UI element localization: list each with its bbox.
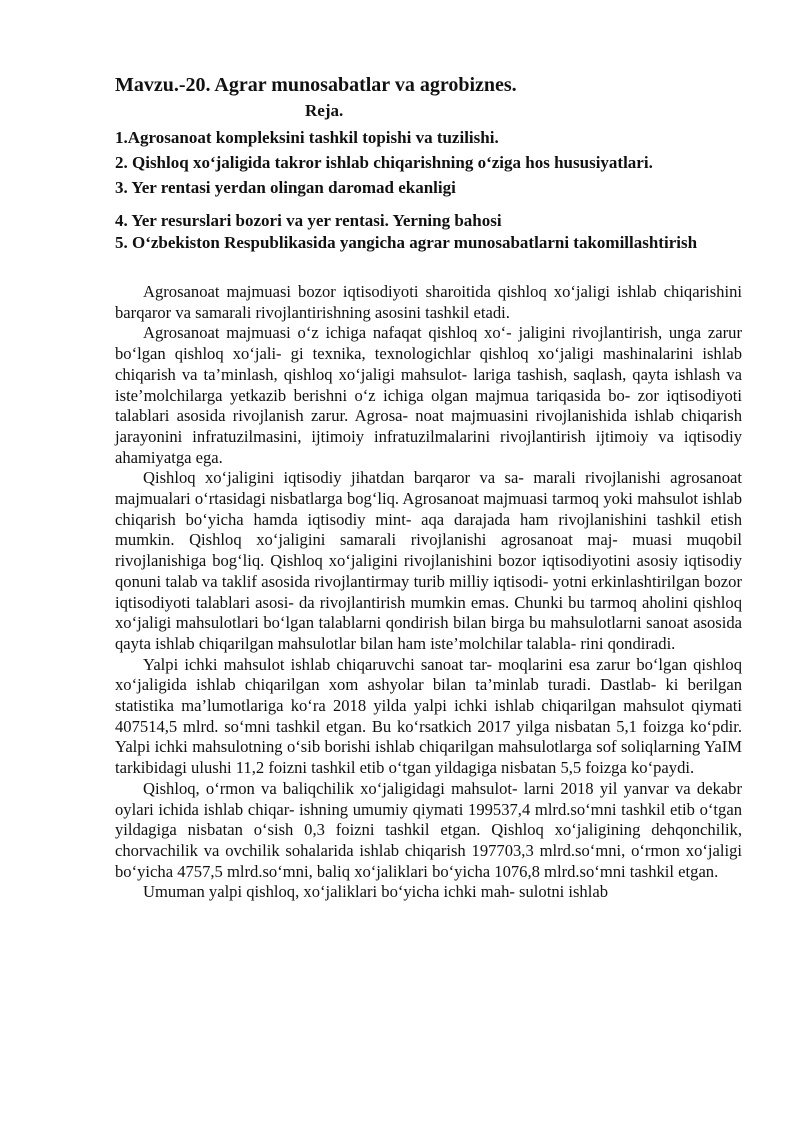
plan-heading: Reja. [305,101,344,120]
plan-item: 4. Yer resurslari bozori va yer rentasi. Yerning bahosi [115,211,502,230]
plan-item: 1.Agrosanoat kompleksini tashkil topishi va tuzilishi. [115,128,499,147]
paragraph: Qishloq xo‘jaligini iqtisodiy jihatdan barqaror va sa- marali rivojlanishi agrosanoat majmualari o‘rtasidagi nisbatlarga bog‘liq. Agrosanoat majmuasi tarmoq yoki mahsulot ishlab chiqarish bo‘yicha hamda iqtisodiy mint- aqa darajada ham rivojlanishini tashkil etish mumkin. Qishloq xo‘jaligini samarali rivojlanishi agrosanoat maj- muasi muqobil rivojlanishiga bog‘liq. Qishloq xo‘jaligini rivojlanishini bozor iqtisodiyotini asosiy iqtisodiy qonuni talab va taklif asosida rivojlantirmay turib milliy iqtisodi- yotni erkinlashtirilgan bozor iqtisodiyoti talablari asosi- da rivojlantirish mumkin emas. Chunki bu tarmoq aholini qishloq xo‘jaligi mahsulotlari bo‘lgan talablarni qondirish bilan birga bu mahsulotlarni sanoat asosida qayta ishlab chiqarilgan mahsulotlar bilan ham iste’molchilar talabla- rini qondiradi. [115,468,742,653]
plan-spacer [115,202,742,210]
paragraph: Qishloq, o‘rmon va baliqchilik xo‘jaligidagi mahsulot- larni 2018 yil yanvar va dekabr oylari ichida ishlab chiqar- ishning umumiy qiymati 199537,4 mlrd.so‘mni tashkil etib o‘tgan yildagiga nisbatan o‘sish 0,3 foizni tashkil etgan. Qishloq xo‘jaligining dehqonchilik, chorvachilik va ovchilik sohalarida ishlab chiqarish 197703,3 mlrd.so‘mni, o‘rmon xo‘jaligi bo‘yicha 4757,5 mlrd.so‘mni, baliq xo‘jaliklari bo‘yicha 1076,8 mlrd.so‘mni tashkil etgan. [115,778,742,881]
paragraph: Agrosanoat majmuasi bozor iqtisodiyoti sharoitida qishloq xo‘jaligi ishlab chiqarishini barqaror va samarali rivojlantirishning asosini tashkil etadi. [115,282,742,322]
plan-item: 5. O‘zbekiston Respublikasida yangicha agrar munosabatlarni takomillashtirish [115,233,698,252]
document-body [115,282,742,903]
paragraph: Agrosanoat majmuasi o‘z ichiga nafaqat qishloq xo‘- jaligini rivojlantirish, unga zarur bo‘lgan qishloq xo‘jali- gi texnika, texnologichlar qishloq xo‘jaligi mashinalarini ishlab chiqarish va ta’minlash, qishloq xo‘jaligi mahsulot- lariga tashish, saqlash, qayta ishlash va iste’molchilarga yetkazib berishni o‘z ichiga olgan majmua tariqasida bo- zor iqtisodiyoti talablari asosida rivojlanish zarur. Agrosa- noat majmuasini rivojlanishida ishlab chiqarish jarayonini infratuzilmasini, ijtimoiy infratuzilmalarini rivojlantirish ijtimoiy va iqtisodiy ahamiyatga ega. [115,323,742,467]
document-title: Mavzu.-20. Agrar munosabatlar va agrobiznes. [115,74,517,96]
paragraph: Yalpi ichki mahsulot ishlab chiqaruvchi sanoat tar- moqlarini esa zarur bo‘lgan qishloq xo‘jaligida ishlab chiqarilgan xom ashyolar bilan ta’minlab turadi. Dastlab- ki berilgan statistika ma’lumotlariga ko‘ra 2018 yilda yalpi ichki ishlab chiqarilgan mahsulot qiymati 407514,5 mlrd. so‘mni tashkil etgan. Bu ko‘rsatkich 2017 yilga nisbatan 5,1 foizga ko‘pdir. Yalpi ichki mahsulotning o‘sib borishi ishlab chiqarilgan mahsulotlarga sof soliqlarning YaIM tarkibidagi ulushi 11,2 foizni tashkil etib o‘tgan yildagiga nisbatan 5,5 foizga ko‘paydi. [115,654,742,778]
plan-list [115,127,742,254]
plan-item: 3. Yer rentasi yerdan olingan daromad ekanligi [115,178,456,197]
plan-item: 2. Qishloq xo‘jaligida takror ishlab chiqarishning o‘ziga hos hususiyatlari. [115,153,653,172]
document-page [115,72,742,903]
paragraph: Umuman yalpi qishloq, xo‘jaliklari bo‘yicha ichki mah- sulotni ishlab [143,882,609,902]
